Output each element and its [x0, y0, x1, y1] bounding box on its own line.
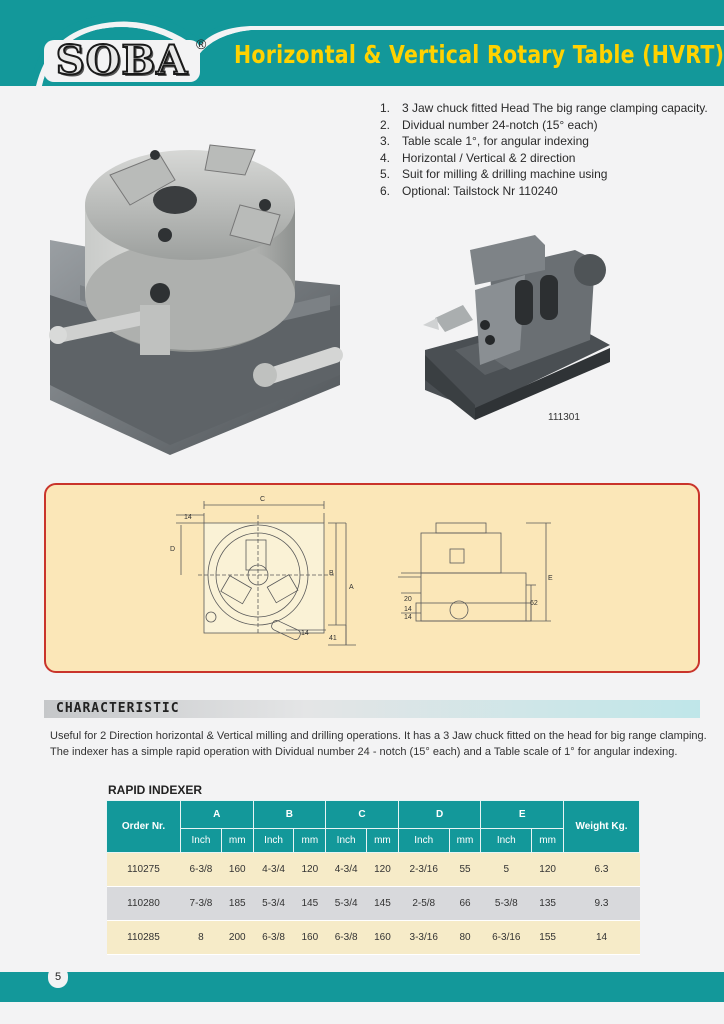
table-row	[107, 921, 640, 955]
group-c-header: C	[326, 801, 399, 829]
dim-14a: 14	[404, 606, 412, 613]
mm-header: mm	[367, 829, 399, 853]
cell-c-inch: 6-3/8	[326, 921, 367, 955]
registered-mark: ®	[196, 36, 207, 52]
cell-e-inch: 6-3/16	[481, 921, 532, 955]
dim-14-top: 14	[184, 514, 192, 521]
feature-item	[380, 166, 710, 183]
cell-a-inch: 6-3/8	[181, 853, 222, 887]
feature-num: 5.	[380, 167, 391, 182]
feature-num: 3.	[380, 134, 391, 149]
feature-num: 2.	[380, 117, 391, 132]
cell-d-inch: 2-5/8	[398, 887, 449, 921]
group-e-header: E	[481, 801, 564, 829]
feature-list	[380, 100, 710, 200]
spec-table	[106, 800, 640, 955]
cell-weight: 14	[564, 921, 640, 955]
feature-text: Optional: Tailstock Nr 110240	[402, 183, 558, 198]
dim-14-side: 14	[301, 630, 309, 637]
dim-20: 20	[404, 596, 412, 603]
header-band	[0, 0, 724, 86]
cell-d-inch: 2-3/16	[398, 853, 449, 887]
mm-header: mm	[294, 829, 326, 853]
dim-e: E	[548, 575, 553, 582]
dim-b: B	[329, 570, 334, 577]
cell-d-mm: 80	[449, 921, 481, 955]
cell-e-inch: 5-3/8	[481, 887, 532, 921]
cell-d-mm: 66	[449, 887, 481, 921]
feature-text: Suit for milling & drilling machine using	[402, 167, 608, 182]
footer-teal-band	[0, 972, 724, 1002]
dim-14b: 14	[404, 614, 412, 621]
dim-62: 62	[530, 600, 538, 607]
brand-name: SOBA	[55, 37, 189, 84]
feature-item	[380, 133, 710, 150]
cell-b-mm: 145	[294, 887, 326, 921]
cell-b-mm: 160	[294, 921, 326, 955]
cell-b-mm: 120	[294, 853, 326, 887]
mm-header: mm	[449, 829, 481, 853]
feature-item	[380, 100, 710, 117]
cell-c-mm: 160	[367, 921, 399, 955]
inch-header: Inch	[398, 829, 449, 853]
cell-weight: 6.3	[564, 853, 640, 887]
inch-header: Inch	[253, 829, 294, 853]
rotary-table-photo	[40, 135, 360, 455]
page-title: Horizontal & Vertical Rotary Table (HVRT)	[234, 40, 724, 69]
mm-header: mm	[532, 829, 564, 853]
cell-a-mm: 160	[221, 853, 253, 887]
feature-text: 3 Jaw chuck fitted Head The big range clamping capacity.	[402, 101, 708, 115]
feature-item	[380, 117, 710, 134]
cell-b-inch: 6-3/8	[253, 921, 294, 955]
footer-lower	[0, 1002, 724, 1024]
brand-logo	[42, 36, 202, 86]
feature-item	[380, 150, 710, 167]
table-row	[107, 887, 640, 921]
footer-band	[0, 962, 724, 1024]
cell-b-inch: 5-3/4	[253, 887, 294, 921]
cell-e-mm: 155	[532, 921, 564, 955]
feature-num: 4.	[380, 150, 391, 165]
tailstock-photo	[415, 230, 615, 420]
cell-c-mm: 120	[367, 853, 399, 887]
table-title: RAPID INDEXER	[108, 783, 203, 797]
cell-order: 110285	[107, 921, 181, 955]
characteristic-heading: CHARACTERISTIC	[56, 701, 180, 716]
inch-header: Inch	[181, 829, 222, 853]
feature-num: 6.	[380, 183, 391, 198]
cell-c-inch: 4-3/4	[326, 853, 367, 887]
cell-order: 110275	[107, 853, 181, 887]
dimension-drawing-panel	[44, 483, 700, 673]
cell-a-mm: 200	[221, 921, 253, 955]
cell-weight: 9.3	[564, 887, 640, 921]
dim-a: A	[349, 584, 354, 591]
cell-b-inch: 4-3/4	[253, 853, 294, 887]
feature-num: 1.	[380, 101, 391, 115]
cell-e-inch: 5	[481, 853, 532, 887]
feature-item	[380, 183, 710, 200]
cell-a-mm: 185	[221, 887, 253, 921]
dim-c: C	[260, 496, 266, 503]
tailstock-code: 111301	[548, 412, 580, 423]
table-row	[107, 853, 640, 887]
feature-text: Table scale 1°, for angular indexing	[402, 134, 589, 149]
page-number: 5	[48, 966, 68, 988]
group-b-header: B	[253, 801, 326, 829]
feature-text: Horizontal / Vertical & 2 direction	[402, 150, 576, 165]
characteristic-line-2: The indexer has a simple rapid operation with Dividual number 24 - notch (15° each) and a Table scale of 1° for angular indexing.	[50, 746, 678, 758]
cell-c-inch: 5-3/4	[326, 887, 367, 921]
cell-e-mm: 135	[532, 887, 564, 921]
cell-c-mm: 145	[367, 887, 399, 921]
dim-d: D	[170, 546, 176, 553]
cell-a-inch: 7-3/8	[181, 887, 222, 921]
weight-header: Weight Kg.	[564, 801, 640, 853]
inch-header: Inch	[326, 829, 367, 853]
cell-d-mm: 55	[449, 853, 481, 887]
mm-header: mm	[221, 829, 253, 853]
cell-e-mm: 120	[532, 853, 564, 887]
inch-header: Inch	[481, 829, 532, 853]
characteristic-line-1: Useful for 2 Direction horizontal & Vertical milling and drilling operations. It has a 3 Jaw chuck fitted on the head for big range clamping.	[50, 730, 707, 742]
dimension-drawing	[46, 485, 700, 673]
feature-text: Dividual number 24-notch (15° each)	[402, 117, 598, 132]
dim-41: 41	[329, 635, 337, 642]
group-a-header: A	[181, 801, 254, 829]
cell-order: 110280	[107, 887, 181, 921]
cell-a-inch: 8	[181, 921, 222, 955]
characteristic-text	[50, 728, 710, 760]
cell-d-inch: 3-3/16	[398, 921, 449, 955]
group-d-header: D	[398, 801, 481, 829]
order-header: Order Nr.	[107, 801, 181, 853]
